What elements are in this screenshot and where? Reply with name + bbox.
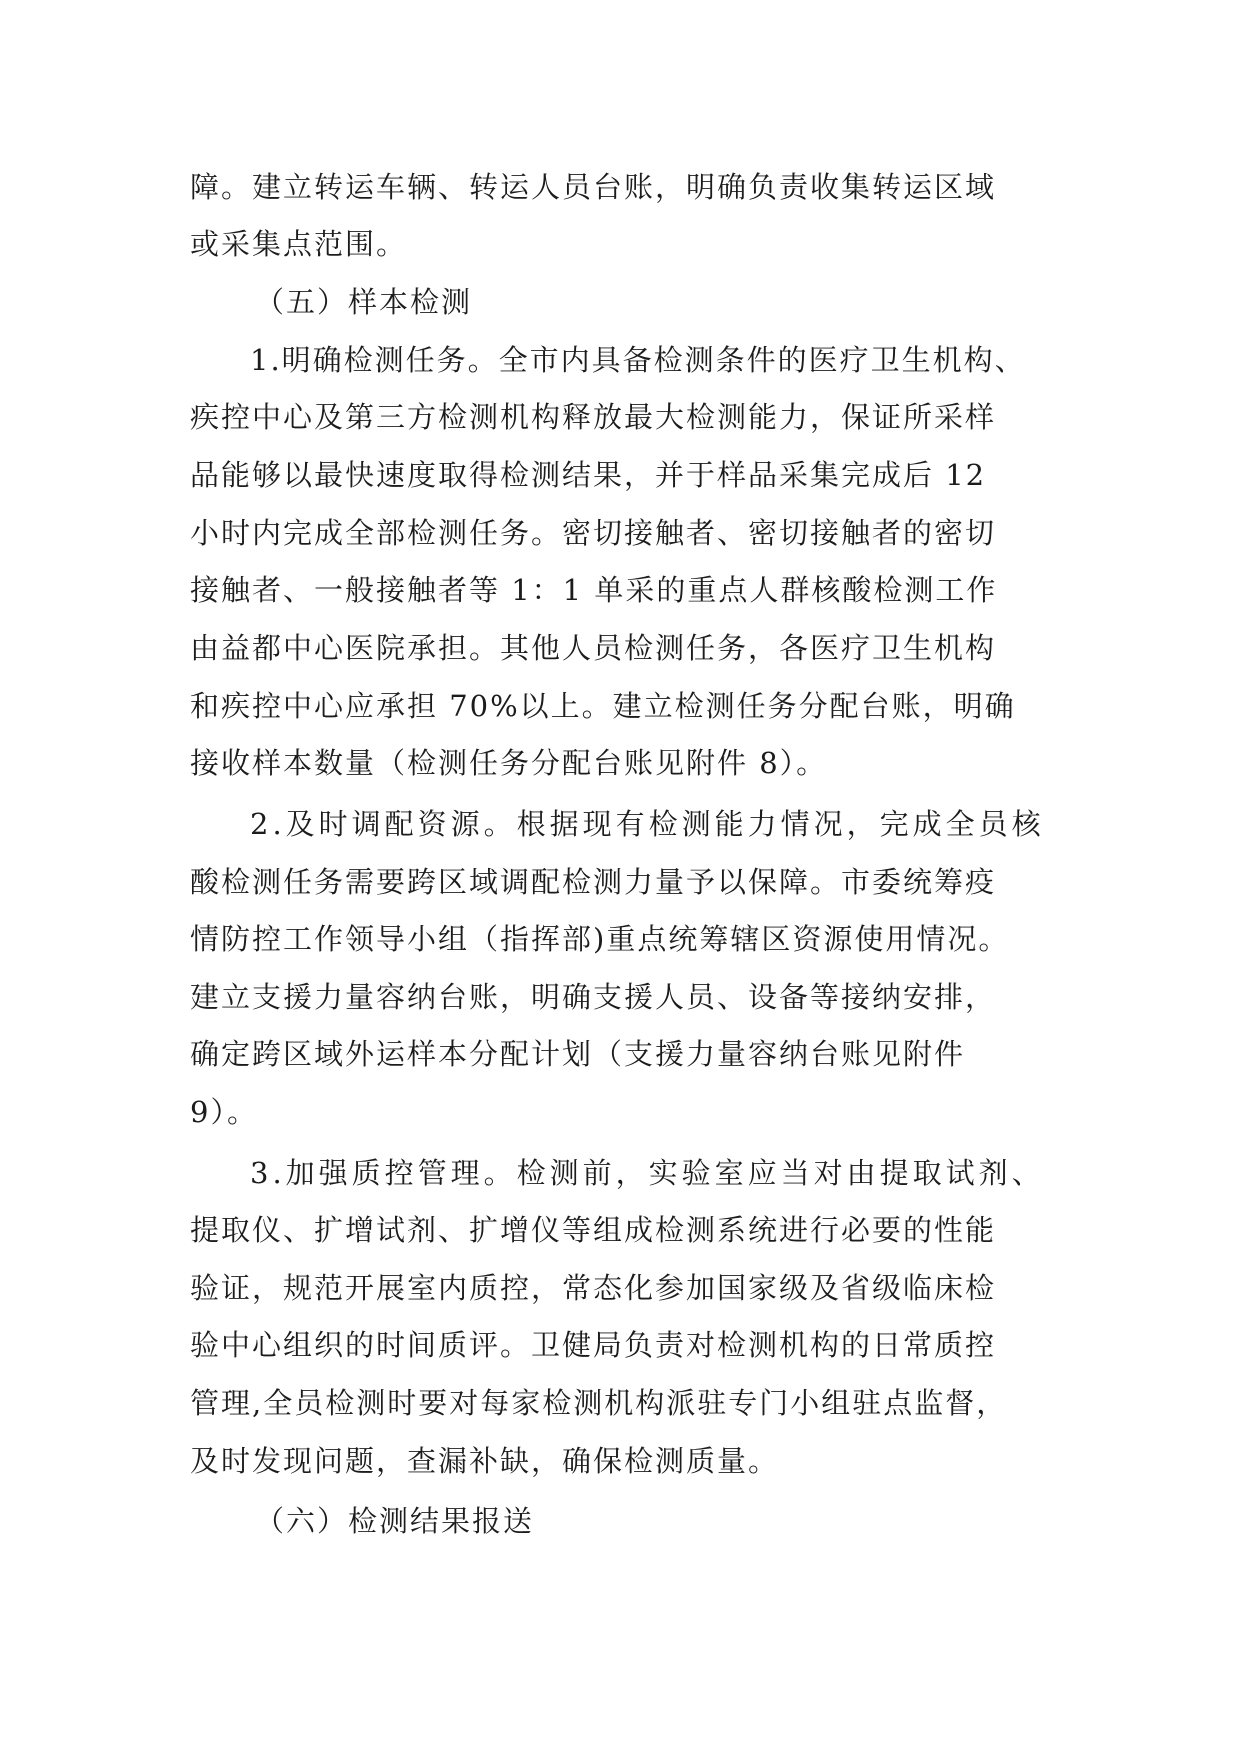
body-text-line: 疾控中心及第三方检测机构释放最大检测能力，保证所采样 <box>190 400 997 434</box>
section-heading-6: （六）检测结果报送 <box>255 1504 535 1538</box>
body-text-line: 由益都中心医院承担。其他人员检测任务，各医疗卫生机构 <box>190 631 997 665</box>
body-text-line: 品能够以最快速度取得检测结果，并于样品采集完成后 12 <box>190 458 987 492</box>
body-text-line: 管理,全员检测时要对每家检测机构派驻专门小组驻点监督， <box>190 1386 1008 1420</box>
body-text-line: 和疾控中心应承担 70%以上。建立检测任务分配台账，明确 <box>190 689 1016 723</box>
body-text-line: 障。建立转运车辆、转运人员台账，明确负责收集转运区域 <box>190 170 997 204</box>
body-text-line: 9）。 <box>190 1095 258 1129</box>
body-text-line: 接触者、一般接触者等 1：1 单采的重点人群核酸检测工作 <box>190 573 998 607</box>
section-heading-5: （五）样本检测 <box>255 285 473 319</box>
body-text-line: 提取仪、扩增试剂、扩增仪等组成检测系统进行必要的性能 <box>190 1213 997 1247</box>
body-text-line: 酸检测任务需要跨区域调配检测力量予以保障。市委统筹疫 <box>190 865 997 899</box>
body-text-line: 确定跨区域外运样本分配计划（支援力量容纳台账见附件 <box>190 1037 966 1071</box>
body-text-line: 情防控工作领导小组（指挥部)重点统筹辖区资源使用情况。 <box>190 922 1010 956</box>
body-text-line: 或采集点范围。 <box>190 227 408 261</box>
paragraph-1-start: 1.明确检测任务。全市内具备检测条件的医疗卫生机构、 <box>250 343 1026 377</box>
paragraph-2-start: 2.及时调配资源。根据现有检测能力情况，完成全员核 <box>250 807 1045 841</box>
body-text-line: 建立支援力量容纳台账，明确支援人员、设备等接纳安排， <box>190 980 997 1014</box>
body-text-line: 验证，规范开展室内质控，常态化参加国家级及省级临床检 <box>190 1271 997 1305</box>
body-text-line: 小时内完成全部检测任务。密切接触者、密切接触者的密切 <box>190 516 997 550</box>
body-text-line: 验中心组织的时间质评。卫健局负责对检测机构的日常质控 <box>190 1328 997 1362</box>
paragraph-3-start: 3.加强质控管理。检测前，实验室应当对由提取试剂、 <box>250 1156 1045 1190</box>
body-text-line: 及时发现问题，查漏补缺，确保检测质量。 <box>190 1444 780 1478</box>
body-text-line: 接收样本数量（检测任务分配台账见附件 8）。 <box>190 746 828 780</box>
